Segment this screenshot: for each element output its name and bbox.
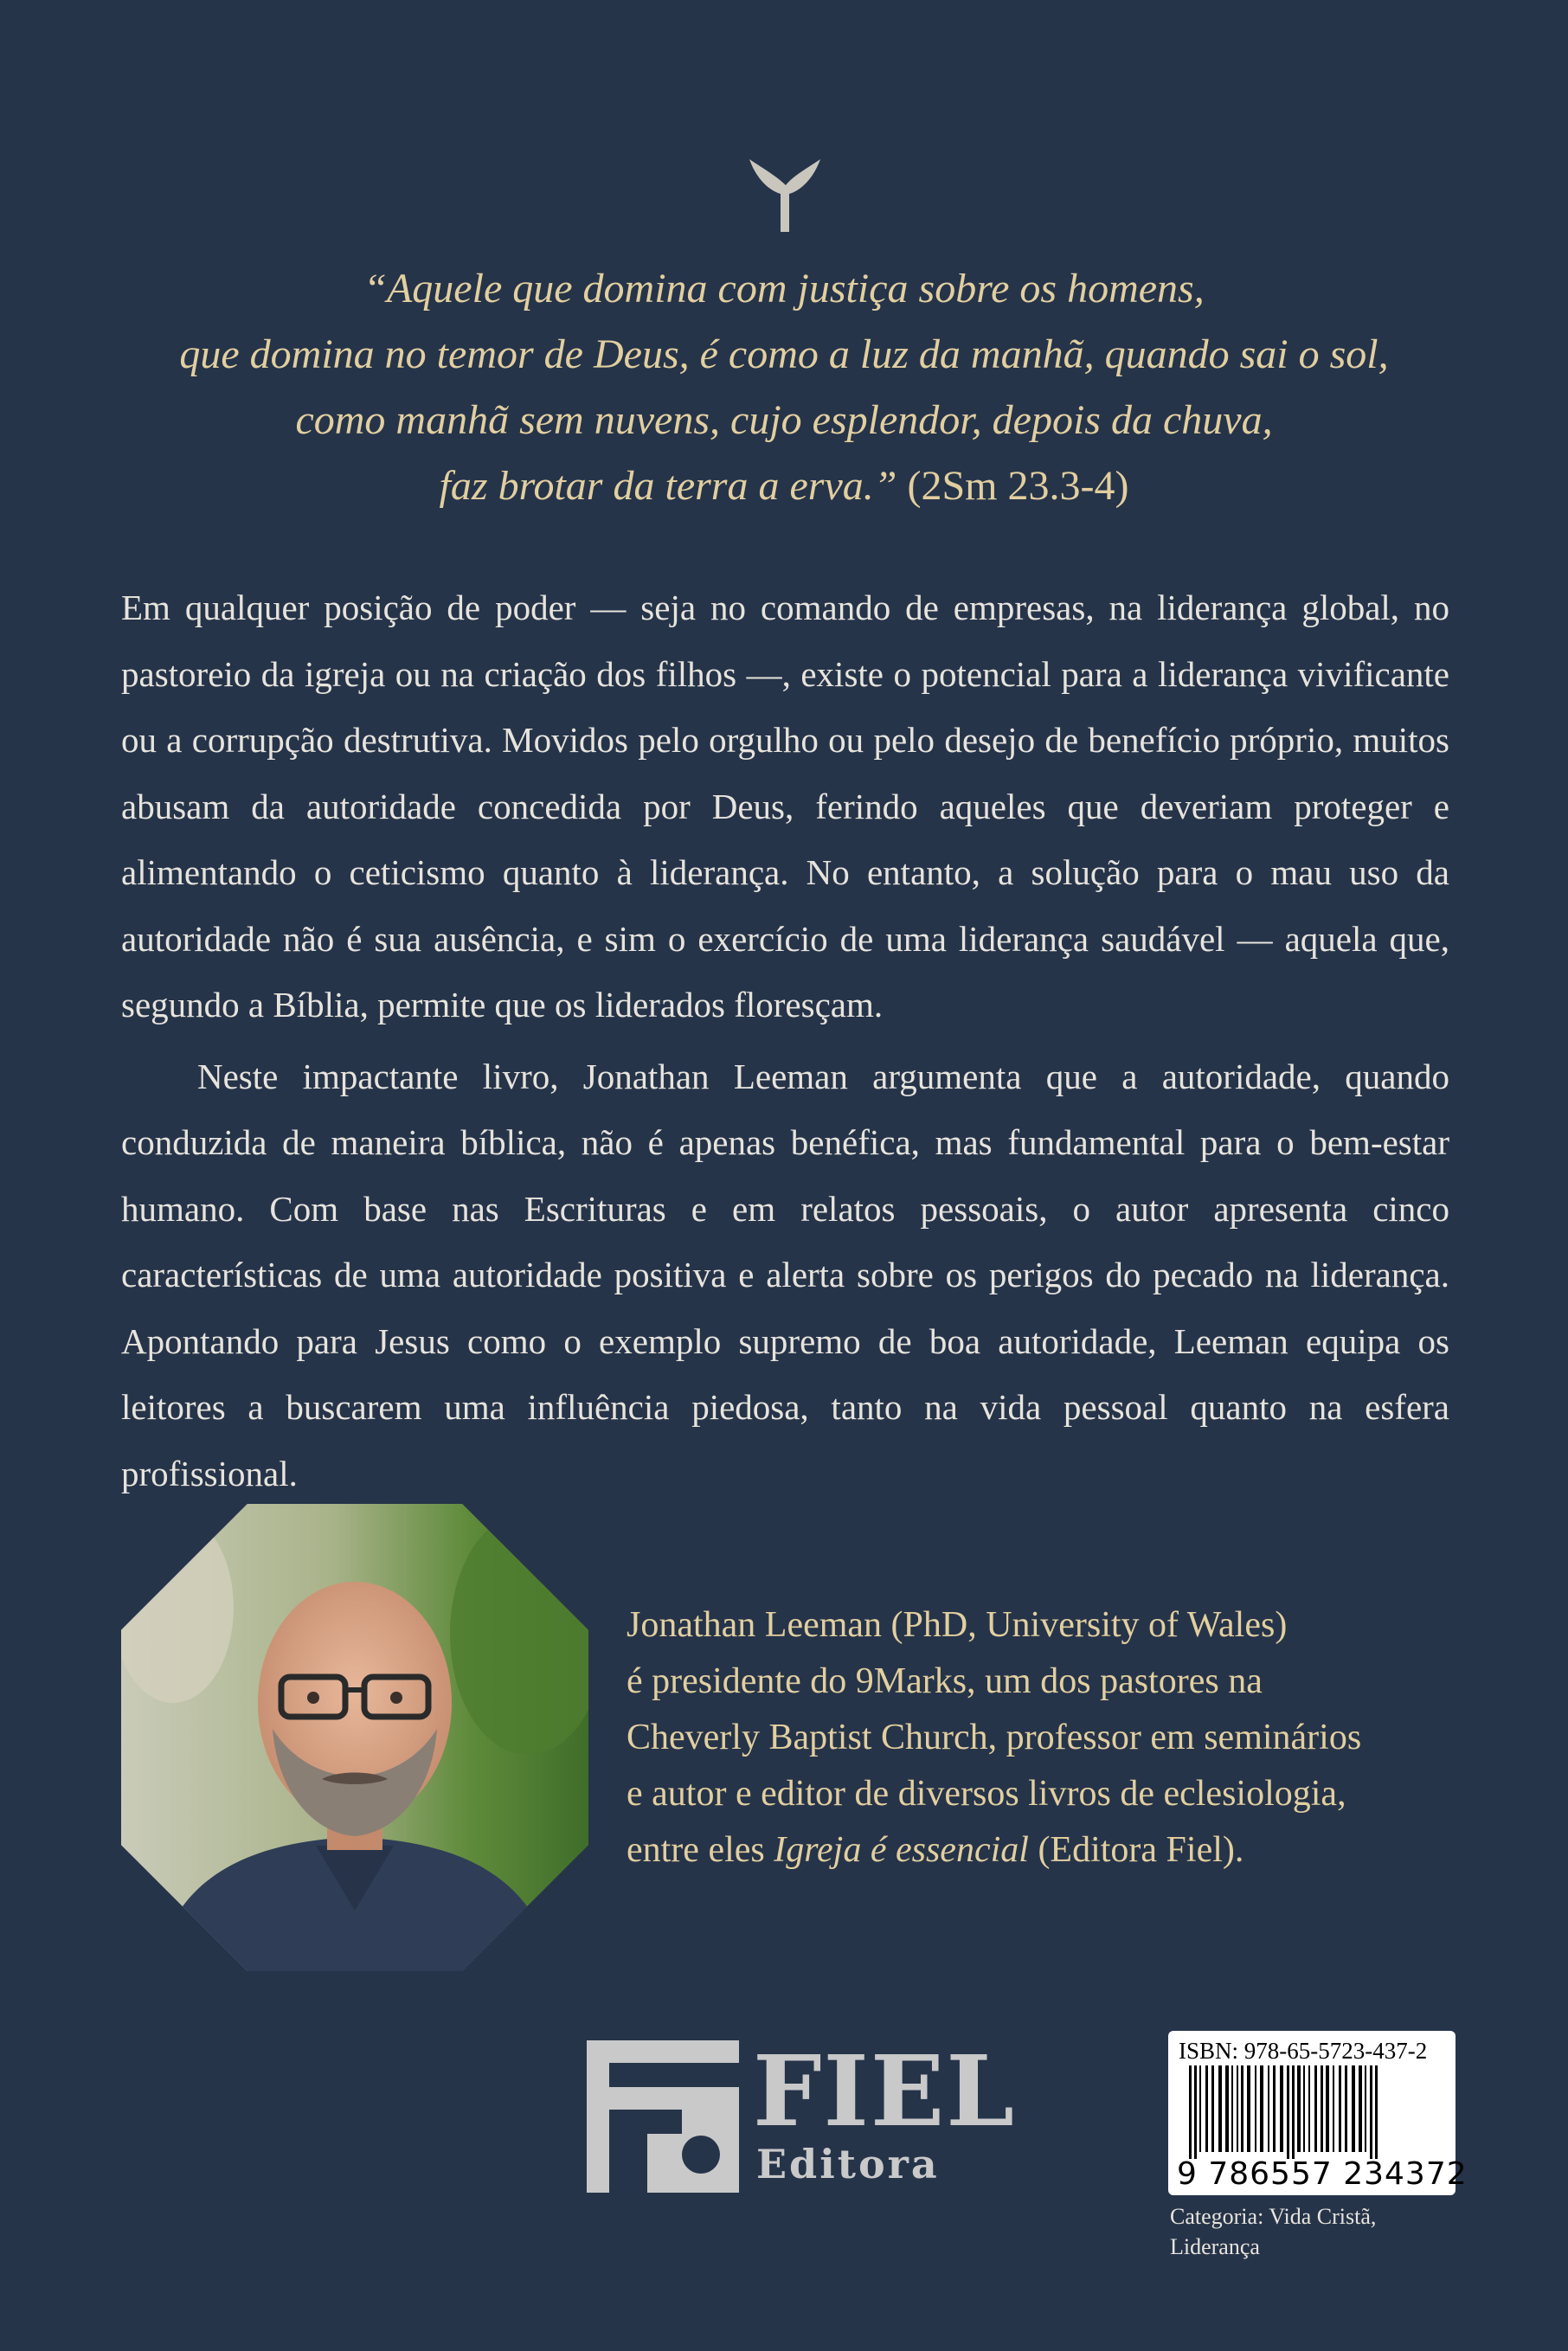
epigraph-line: como manhã sem nuvens, cujo esplendor, depois da chuva, <box>295 397 1273 443</box>
sprout-leaf-icon <box>742 154 826 232</box>
epigraph-line: que domina no temor de Deus, é como a luz da manhã, quando sai o sol, <box>179 331 1389 377</box>
synopsis-paragraph: Neste impactante livro, Jonathan Leeman argumenta que a autoridade, quando conduzida de maneira bíblica, não é apenas benéfica, mas fundamental para o bem-estar humano. Com base nas Escrituras e em relatos pessoais, o autor apresenta cinco características de uma autoridade positiva e alerta sobre os perigos do pecado na liderança. Apontando para Jesus como o exemplo supremo de boa autoridade, Leeman equipa os leitores a buscarem uma influência piedosa, tanto na vida pessoal quanto na esfera profissional. <box>121 1056 1449 1493</box>
isbn-barcode <box>1168 2031 1468 2195</box>
author-photo <box>121 1504 588 1971</box>
author-bio-line <box>627 1822 1457 1879</box>
synopsis <box>121 575 1449 1506</box>
author-bio-text: entre eles <box>627 1830 774 1870</box>
author-bio-line: Cheverly Baptist Church, professor em seminários <box>627 1718 1362 1757</box>
category-line: Categoria: Vida Cristã, <box>1170 2204 1377 2229</box>
epigraph-reference: (2Sm 23.3-4) <box>907 463 1129 509</box>
book-title-reference: Igreja é essencial <box>774 1830 1029 1870</box>
barcode-digits: 9 786557 234372 <box>1177 2156 1468 2192</box>
author-bio-line: Jonathan Leeman (PhD, University of Wales) <box>627 1605 1288 1645</box>
isbn-label: ISBN: 978-65-5723-437-2 <box>1179 2038 1428 2064</box>
author-bio-text: (Editora Fiel). <box>1028 1830 1244 1870</box>
author-bio <box>627 1597 1457 1879</box>
epigraph-line: faz brotar da terra a erva.” <box>439 463 897 509</box>
synopsis-paragraph: Em qualquer posição de poder — seja no comando de empresas, na liderança global, no pastoreio da igreja ou na criação dos filhos —, existe o potencial para a liderança vivificante ou a corrupção destrutiva. Movidos pelo orgulho ou pelo desejo de benefício próprio, muitos abusam da autoridade concedida por Deus, ferindo aqueles que deveriam proteger e alimentando o ceticismo quanto à liderança. No entanto, a solução para o mau uso da autoridade não é sua ausência, e sim o exercício de uma liderança saudável — aquela que, segundo a Bíblia, permite que os liderados floresçam. <box>121 588 1449 1025</box>
epigraph-line: “Aquele que domina com justiça sobre os homens, <box>363 266 1205 312</box>
fiel-logo-mark-icon <box>587 2040 739 2193</box>
epigraph-quote <box>87 256 1481 519</box>
epigraph-last-line <box>87 453 1481 519</box>
category-label <box>1170 2201 1430 2262</box>
barcode-bars <box>1184 2065 1442 2159</box>
category-line: Liderança <box>1170 2234 1260 2259</box>
author-bio-line: e autor e editor de diversos livros de eclesiologia, <box>627 1774 1346 1814</box>
author-bio-line: é presidente do 9Marks, um dos pastores na <box>627 1661 1263 1701</box>
publisher-name: FIEL <box>753 2035 1017 2149</box>
publisher-logo <box>587 2035 1017 2196</box>
publisher-subtitle: Editora <box>756 2141 940 2187</box>
